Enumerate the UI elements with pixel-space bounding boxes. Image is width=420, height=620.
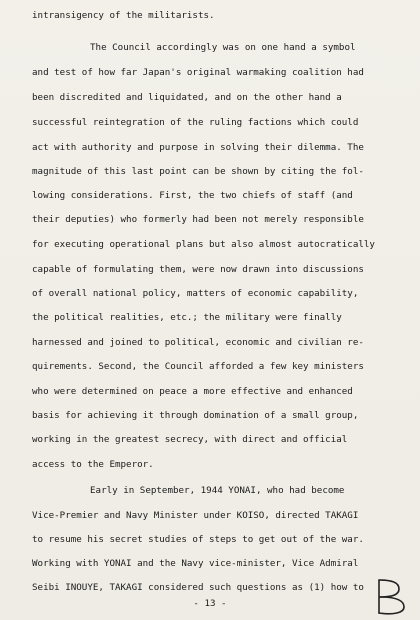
text-line: who were determined on peace a more effective and enhanced [32, 386, 353, 397]
text-line: harnessed and joined to political, economic and civilian re- [32, 337, 364, 348]
text-line: been discredited and liquidated, and on the other hand a [32, 92, 342, 103]
text-line: Vice-Premier and Navy Minister under KOISO, directed TAKAGI [32, 510, 359, 521]
text-line: magnitude of this last point can be shown by citing the fol- [32, 166, 364, 177]
text-line: quirements. Second, the Council afforded a few key ministers [32, 361, 364, 372]
text-line: to resume his secret studies of steps to get out of the war. [32, 534, 364, 545]
text-line: successful reintegration of the ruling factions which could [32, 117, 359, 128]
text-line: lowing considerations. First, the two chiefs of staff (and [32, 190, 353, 201]
text-line: and test of how far Japan's original warmaking coalition had [32, 67, 364, 78]
text-line: The Council accordingly was on one hand a symbol [90, 42, 356, 53]
text-line: Seibi INOUYE, TAKAGI considered such questions as (1) how to [32, 582, 364, 593]
text-line: access to the Emperor. [32, 459, 154, 470]
text-line: intransigency of the militarists. [32, 10, 215, 21]
text-line: of overall national policy, matters of economic capability, [32, 288, 359, 299]
text-line: act with authority and purpose in solving their dilemma. The [32, 142, 364, 153]
text-line: working in the greatest secrecy, with direct and official [32, 434, 348, 445]
text-line: their deputies) who formerly had been not merely responsible [32, 214, 364, 225]
page-number: - 13 - [193, 598, 227, 609]
b-stamp-icon [366, 576, 410, 618]
text-line: Working with YONAI and the Navy vice-minister, Vice Admiral [32, 558, 359, 569]
text-line: basis for achieving it through domination of a small group, [32, 410, 359, 421]
text-line: capable of formulating them, were now drawn into discussions [32, 264, 364, 275]
text-line: for executing operational plans but also almost autocratically [32, 239, 375, 250]
text-line: the political realities, etc.; the military were finally [32, 312, 342, 323]
text-line: Early in September, 1944 YONAI, who had become [90, 485, 345, 496]
